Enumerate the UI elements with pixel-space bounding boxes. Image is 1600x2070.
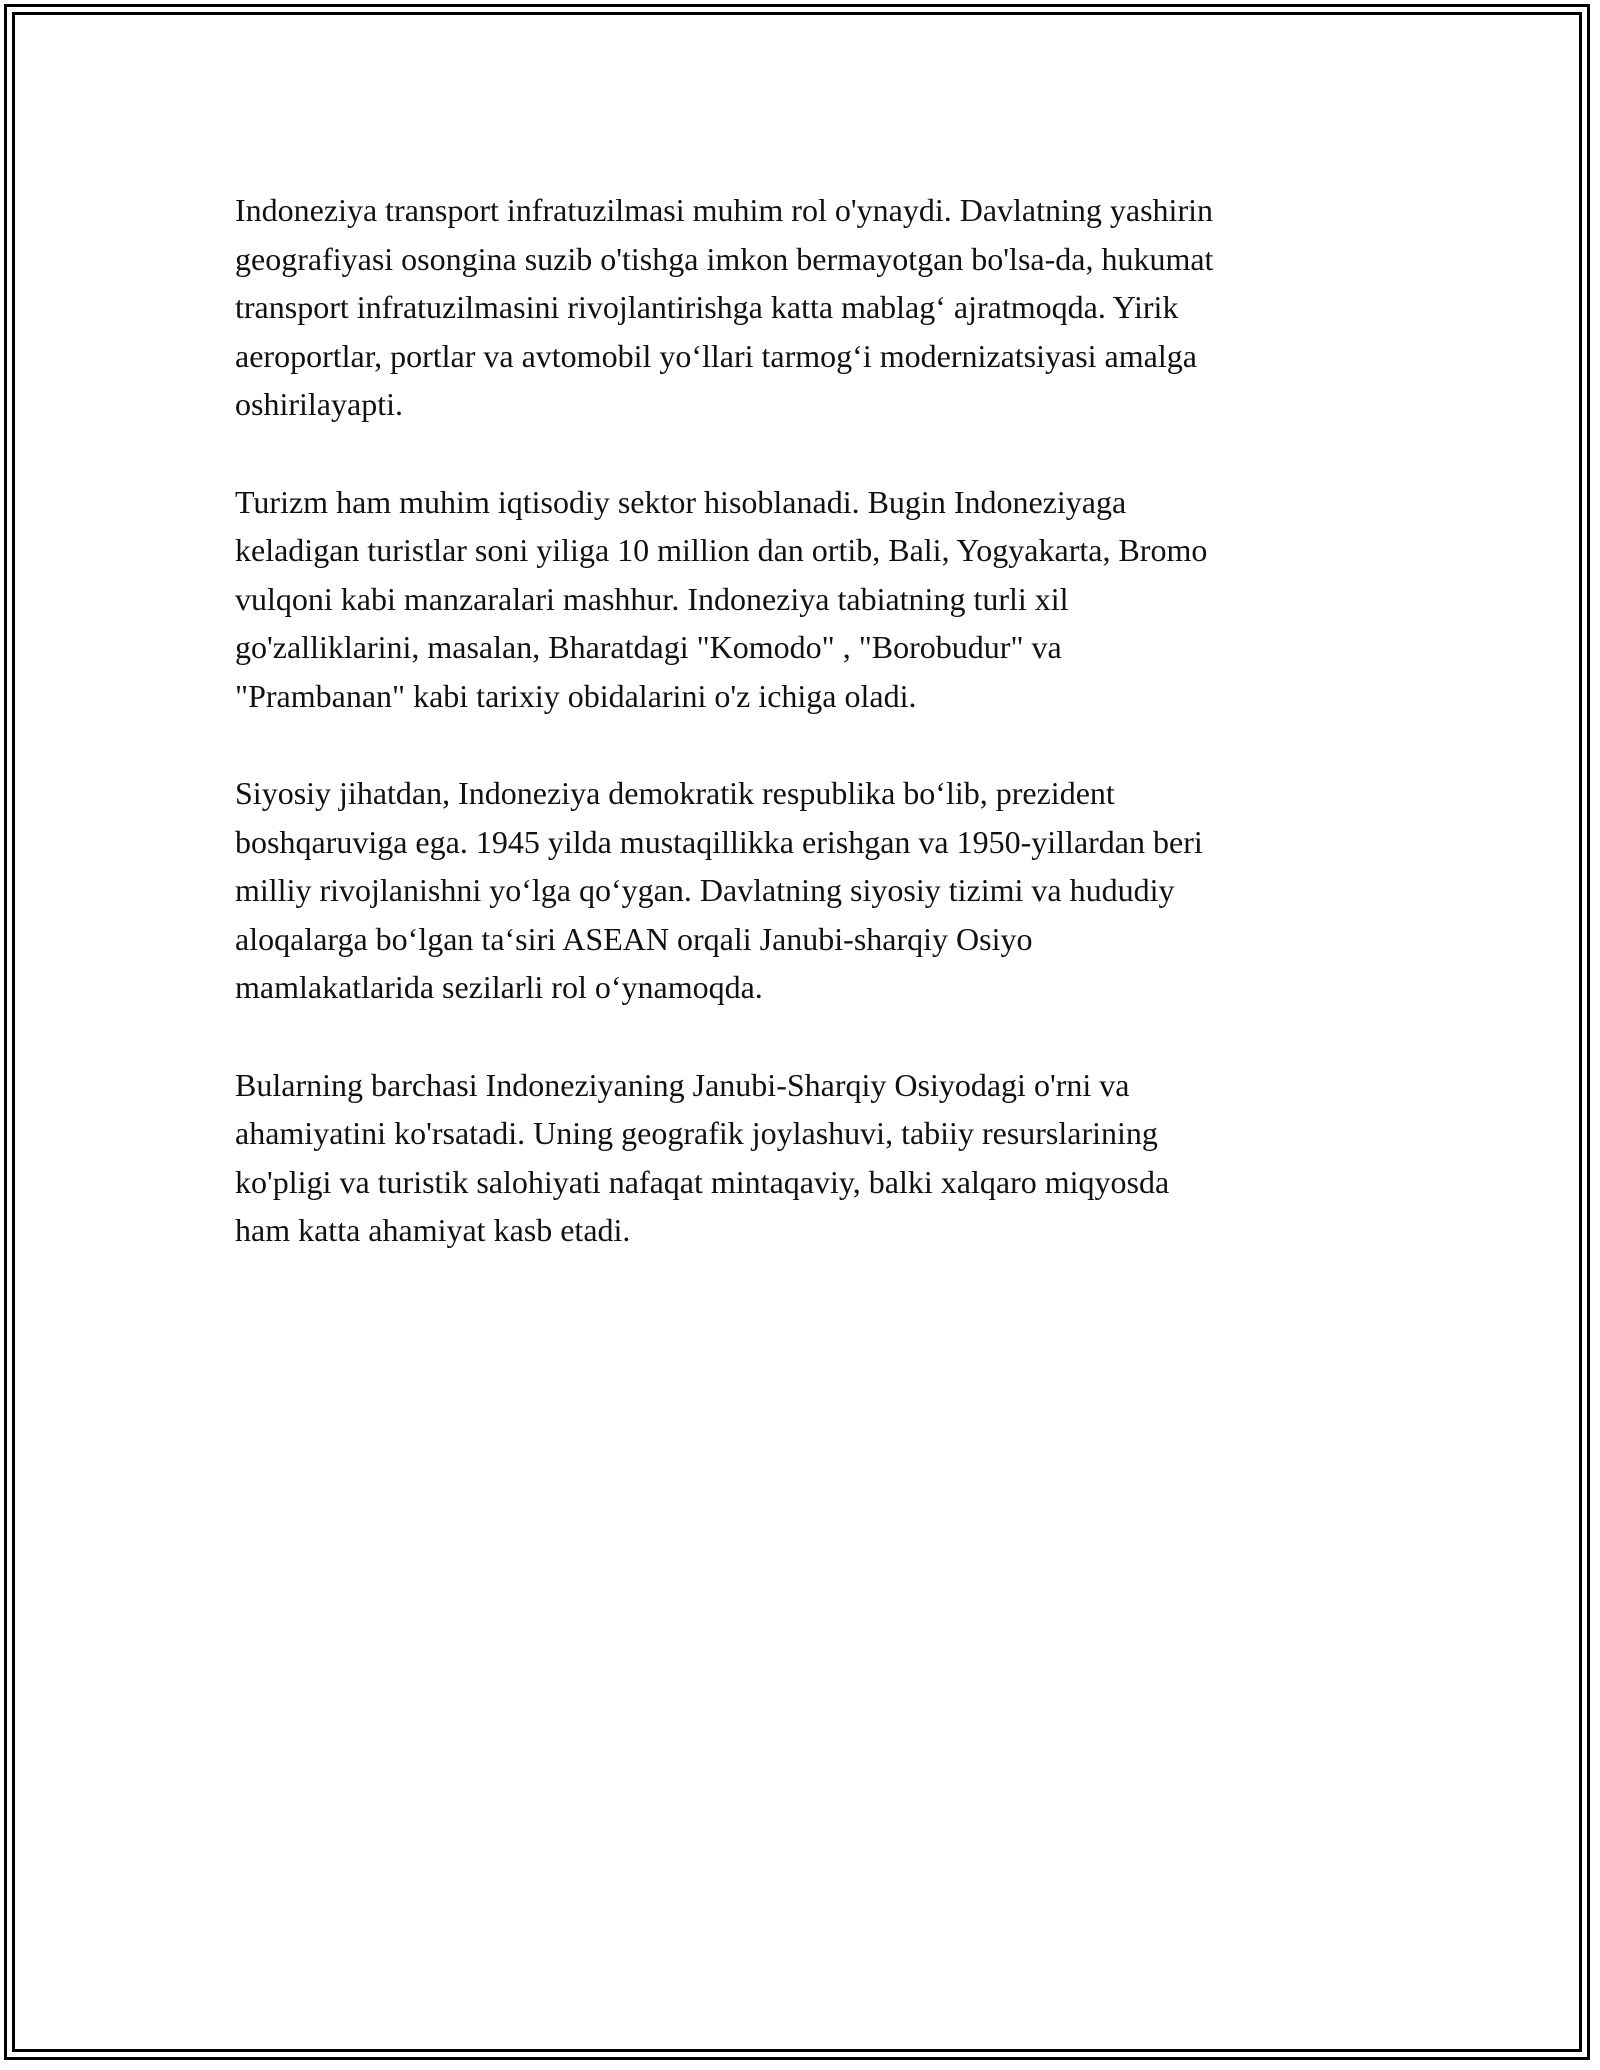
paragraph-tourism: Turizm ham muhim iqtisodiy sektor hisoblanadi. Bugin Indoneziyaga keladigan turistlar soni yiliga 10 million dan ortib, Bali, Yogyakarta, Bromo vulqoni kabi manzaralari mashhur. Indoneziya tabiatning turli xil go'zalliklarini, masalan, Bharatdagi "Komodo" , "Borobudur" va "Prambanan" kabi tarixiy obidalarini o'z ichiga oladi. <box>235 483 1208 714</box>
document-body <box>235 186 1365 1304</box>
paragraph-transport: Indoneziya transport infratuzilmasi muhim rol o'ynaydi. Davlatning yashirin geografiyasi osongina suzib o'tishga imkon bermayotgan bo'lsa-da, hukumat transport infratuzilmasini rivojlantirishga katta mablag‘ ajratmoqda. Yirik aeroportlar, portlar va avtomobil yo‘llari tarmog‘i modernizatsiyasi amalga oshirilayapti. <box>235 192 1214 422</box>
paragraph-politics: Siyosiy jihatdan, Indoneziya demokratik respublika bo‘lib, prezident boshqaruviga ega. 1945 yilda mustaqillikka erishgan va 1950-yillardan beri milliy rivojlanishni yo‘lga qo‘ygan. Davlatning siyosiy tizimi va hududiy aloqalarga bo‘lgan ta‘siri ASEAN orqali Janubi-sharqiy Osiyo mamlakatlarida sezilarli rol o‘ynamoqda. <box>235 775 1203 1005</box>
paragraph-conclusion: Bularning barchasi Indoneziyaning Janubi-Sharqiy Osiyodagi o'rni va ahamiyatini ko'rsatadi. Uning geografik joylashuvi, tabiiy resurslarining ko'pligi va turistik salohiyati nafaqat mintaqaviy, balki xalqaro miqyosda ham katta ahamiyat kasb etadi. <box>235 1066 1170 1248</box>
